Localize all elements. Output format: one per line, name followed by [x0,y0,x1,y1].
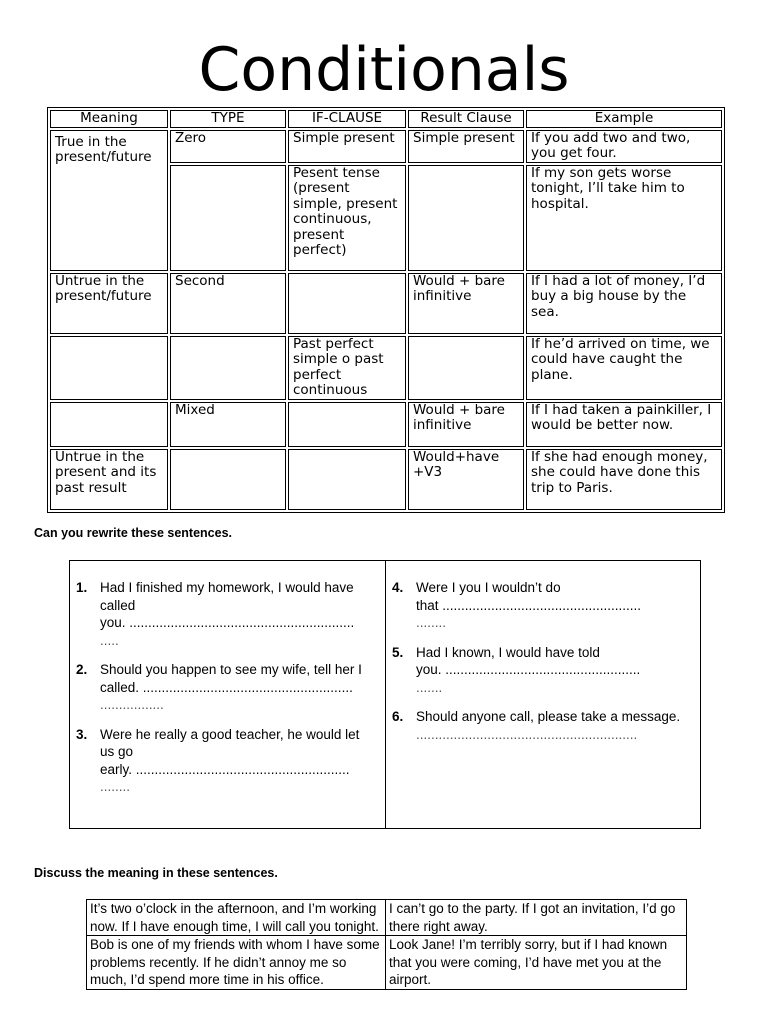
item-number: 1. [76,580,88,595]
cell-if-clause [288,402,406,447]
discuss-heading: Discuss the meaning in these sentences. [34,866,278,880]
header-if-clause: IF-CLAUSE [288,110,406,128]
cell-example: If she had enough money, she could have done this trip to Paris. [526,449,722,510]
table-row [50,449,722,510]
cell-meaning: Untrue in the present/future [50,273,168,334]
item-text [416,644,692,697]
cell-if-clause: Simple present [288,130,406,163]
page-title: Conditionals [198,35,570,105]
table-row [50,402,722,447]
answer-line[interactable]: called. ........................................................ [100,679,353,695]
item-number: 6. [392,709,404,724]
answer-dots: ..... [100,632,119,648]
item-text [416,708,692,743]
sentence: Should anyone call, please take a message. [416,709,681,724]
answer-dots: ....... [416,679,443,695]
rewrite-exercise-box [69,560,701,829]
item-text [100,726,377,796]
cell-meaning: True in the present/future [50,130,168,271]
discuss-table [86,899,687,990]
item-text [416,579,692,632]
cell-meaning: Untrue in the present and its past result [50,449,168,510]
header-type: TYPE [170,110,286,128]
item-number: 5. [392,644,404,660]
cell-result: Would + bare infinitive [408,402,524,447]
list-item [76,726,377,796]
item-number: 3. [76,726,88,742]
table-row [50,130,722,163]
item-number: 4. [392,580,404,595]
list-item [392,708,692,743]
item-text [100,661,377,714]
table-header-row [50,110,722,128]
cell-if-clause [288,273,406,334]
list-item [392,579,692,632]
list-item [76,661,377,714]
answer-line[interactable]: that ..................................................... [416,597,642,613]
table-row [87,936,687,990]
item-text [100,579,377,649]
answer-dots: ........ [416,615,447,630]
cell-type: Mixed [170,402,286,447]
answer-line[interactable]: you. .................................................... [416,662,641,677]
table-row [50,336,722,400]
cell-type: Zero [170,130,286,163]
cell-if-clause [288,449,406,510]
cell-type [170,165,286,271]
header-meaning: Meaning [50,110,168,128]
answer-dots: ........ [100,779,131,794]
list-item [392,644,692,697]
header-example: Example [526,110,722,128]
sentence: Had I finished my homework, I would have called [100,580,354,613]
cell-if-clause: Past perfect simple o past perfect continuous [288,336,406,400]
cell-meaning [50,402,168,447]
cell-example: If he’d arrived on time, we could have caught the plane. [526,336,722,400]
cell-result [408,336,524,400]
sentence: Were he really a good teacher, he would let us go [100,726,360,759]
sentence: Were I you I wouldn’t do [416,580,561,595]
discuss-cell: Bob is one of my friends with whom I have some problems recently. If he didn’t annoy me so much, I’d spend more time in his office. [87,936,386,990]
list-item [76,579,377,649]
rewrite-right-column [385,561,700,828]
discuss-cell: I can’t go to the party. If I got an invitation, I’d go there right away. [386,900,687,936]
cell-meaning [50,336,168,400]
answer-dots[interactable]: ........................................................... [416,726,638,742]
answer-line[interactable]: you. ............................................................ [100,615,355,630]
cell-type: Second [170,273,286,334]
cell-type [170,336,286,400]
sentence: Had I known, I would have told [416,644,600,660]
discuss-cell: Look Jane! I’m terribly sorry, but if I had known that you were coming, I’d have met you at the airport. [386,936,687,990]
cell-result: Would+have +V3 [408,449,524,510]
table-row [50,273,722,334]
cell-example: If I had taken a painkiller, I would be better now. [526,402,722,447]
item-number: 2. [76,662,88,677]
conditionals-table [47,107,725,513]
cell-example: If my son gets worse tonight, I’ll take him to hospital. [526,165,722,271]
cell-type [170,449,286,510]
rewrite-left-column [70,561,385,828]
cell-result: Would + bare infinitive [408,273,524,334]
answer-line[interactable]: early. ......................................................... [100,761,350,777]
sentence: Should you happen to see my wife, tell her I [100,662,362,677]
answer-dots: ................. [100,697,164,712]
cell-result [408,165,524,271]
table-row [87,900,687,936]
cell-example: If I had a lot of money, I’d buy a big house by the sea. [526,273,722,334]
cell-result: Simple present [408,130,524,163]
discuss-cell: It’s two o’clock in the afternoon, and I’m working now. If I have enough time, I will call you tonight. [87,900,386,936]
rewrite-heading: Can you rewrite these sentences. [34,526,232,540]
cell-example: If you add two and two, you get four. [526,130,722,163]
header-result-clause: Result Clause [408,110,524,128]
cell-if-clause: Pesent tense (present simple, present continuous, present perfect) [288,165,406,271]
